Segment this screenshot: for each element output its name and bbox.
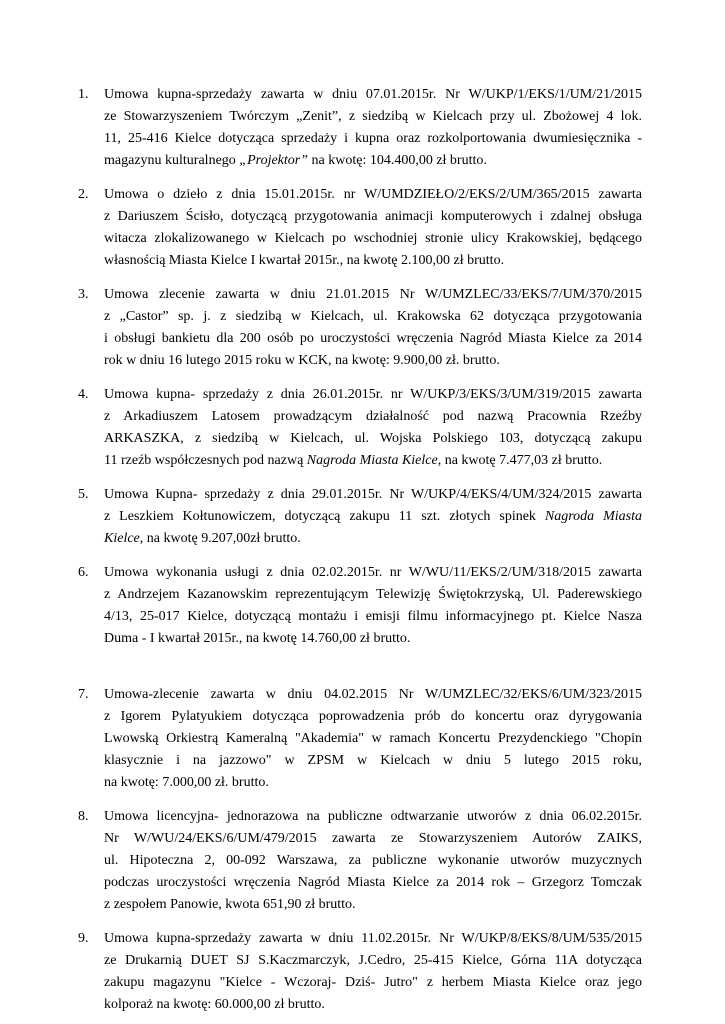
text-line bbox=[104, 150, 642, 172]
text-line bbox=[104, 728, 642, 750]
text-segment: z Andrzejem Kazanowskim reprezentującym Telewizję Świętokrzyską, Ul. Paderewskiego bbox=[104, 587, 642, 602]
item-number: 3. bbox=[78, 287, 89, 302]
text-segment: klasycznie i na jazzowo" w ZPSM w Kielcach w dniu 5 lutego 2015 roku, bbox=[104, 753, 642, 768]
text-segment: z Leszkiem Kołtunowiczem, dotyczącą zakupu 11 szt. złotych spinek bbox=[104, 509, 545, 524]
text-line bbox=[104, 128, 642, 150]
text-line bbox=[104, 184, 642, 206]
item-text bbox=[104, 562, 642, 650]
item-text bbox=[104, 806, 642, 916]
text-segment: ul. Hipoteczna 2, 00-092 Warszawa, za publiczne wykonanie utworów muzycznych bbox=[104, 853, 642, 868]
text-line bbox=[104, 306, 642, 328]
list-item bbox=[0, 184, 725, 272]
text-segment: kolporaż na kwotę: 60.000,00 zł brutto. bbox=[104, 997, 325, 1012]
text-line bbox=[104, 606, 642, 628]
text-line bbox=[104, 850, 642, 872]
text-line bbox=[104, 562, 642, 584]
list-item bbox=[0, 84, 725, 172]
text-line bbox=[104, 706, 642, 728]
text-line bbox=[104, 828, 642, 850]
text-segment: własnością Miasta Kielce I kwartał 2015r., na kwotę 2.100,00 zł brutto. bbox=[104, 253, 505, 268]
italic-title: Nagroda Miasta bbox=[544, 509, 643, 524]
text-line bbox=[104, 684, 642, 706]
item-number: 7. bbox=[78, 687, 89, 702]
item-text bbox=[104, 484, 642, 550]
text-line bbox=[104, 994, 642, 1016]
text-line bbox=[104, 806, 642, 828]
text-line bbox=[104, 972, 642, 994]
text-segment: podczas uroczystości wręczenia Nagród Miasta Kielce za 2014 rok – Grzegorz Tomczak bbox=[104, 875, 642, 890]
item-number: 2. bbox=[78, 187, 89, 202]
text-segment: Umowa o dzieło z dnia 15.01.2015r. nr W/UMDZIEŁO/2/EKS/2/UM/365/2015 zawarta bbox=[104, 187, 642, 202]
text-segment: , na kwotę 9.207,00zł brutto. bbox=[139, 531, 301, 546]
item-text bbox=[104, 384, 642, 472]
text-line bbox=[104, 250, 642, 272]
text-segment: na kwotę 7.477,03 zł brutto. bbox=[441, 453, 603, 468]
text-line bbox=[104, 450, 642, 472]
text-line bbox=[104, 84, 642, 106]
text-line bbox=[104, 528, 642, 550]
text-segment: z „Castor” sp. j. z siedzibą w Kielcach, ul. Krakowska 62 dotycząca przygotowania bbox=[104, 309, 642, 324]
text-segment: Umowa kupna-sprzedaży zawarta w dniu 07.01.2015r. Nr W/UKP/1/EKS/1/UM/21/2015 bbox=[104, 87, 642, 102]
list-item bbox=[0, 684, 725, 794]
text-segment: z Dariuszem Ścisło, dotyczącą przygotowania animacji komputerowych i zdalnej obsługa bbox=[104, 209, 642, 224]
text-line bbox=[104, 928, 642, 950]
italic-title: Kielce bbox=[104, 531, 140, 546]
item-number: 9. bbox=[78, 931, 89, 946]
text-segment: Umowa zlecenie zawarta w dniu 21.01.2015 Nr W/UMZLEC/33/EKS/7/UM/370/2015 bbox=[104, 287, 642, 302]
text-segment: z Arkadiuszem Latosem prowadzącym działalność pod nazwą Pracownia Rzeźby bbox=[104, 409, 642, 424]
text-line bbox=[104, 584, 642, 606]
item-text bbox=[104, 684, 642, 794]
text-line bbox=[104, 484, 642, 506]
text-line bbox=[104, 350, 642, 372]
item-text bbox=[104, 184, 642, 272]
text-segment: na kwotę: 7.000,00 zł. brutto. bbox=[104, 775, 269, 790]
list-item bbox=[0, 284, 725, 372]
list-item bbox=[0, 562, 725, 650]
item-text bbox=[104, 84, 642, 172]
text-line bbox=[104, 872, 642, 894]
text-segment: z zespołem Panowie, kwota 651,90 zł brutto. bbox=[104, 897, 356, 912]
text-segment: Umowa Kupna- sprzedaży z dnia 29.01.2015r. Nr W/UKP/4/EKS/4/UM/324/2015 zawarta bbox=[104, 487, 642, 502]
text-segment: Umowa wykonania usługi z dnia 02.02.2015r. nr W/WU/11/EKS/2/UM/318/2015 zawarta bbox=[104, 565, 642, 580]
text-line bbox=[104, 750, 642, 772]
list-item bbox=[0, 384, 725, 472]
text-line bbox=[104, 206, 642, 228]
text-segment: Nr W/WU/24/EKS/6/UM/479/2015 zawarta ze Stowarzyszeniem Autorów ZAIKS, bbox=[104, 831, 642, 846]
list-item bbox=[0, 928, 725, 1016]
text-segment: na kwotę: 104.400,00 zł brutto. bbox=[308, 153, 487, 168]
text-line bbox=[104, 284, 642, 306]
text-segment: Umowa-zlecenie zawarta w dniu 04.02.2015 Nr W/UMZLEC/32/EKS/6/UM/323/2015 bbox=[104, 687, 642, 702]
item-number: 5. bbox=[78, 487, 89, 502]
item-text bbox=[104, 284, 642, 372]
text-segment: z Igorem Pylatyukiem dotycząca poprowadzenia prób do koncertu oraz dyrygowania bbox=[104, 709, 642, 724]
text-segment: Duma - I kwartał 2015r., na kwotę 14.760,00 zł brutto. bbox=[104, 631, 411, 646]
text-segment: witacza zlokalizowanego w Kielcach po wschodniej stronie ulicy Krakowskiej, będącego bbox=[104, 231, 642, 246]
text-line bbox=[104, 506, 642, 528]
text-segment: ze Drukarnią DUET SJ S.Kaczmarczyk, J.Cedro, 25-415 Kielce, Górna 11A dotycząca bbox=[104, 953, 642, 968]
text-line bbox=[104, 228, 642, 250]
text-segment: Umowa licencyjna- jednorazowa na publiczne odtwarzanie utworów z dnia 06.02.2015r. bbox=[104, 809, 642, 824]
item-text bbox=[104, 928, 642, 1016]
list-item bbox=[0, 484, 725, 550]
text-segment: zakupu magazynu "Kielce - Wczoraj- Dziś- Jutro" z herbem Miasta Kielce oraz jego bbox=[104, 975, 642, 990]
contract-list bbox=[0, 84, 725, 1016]
text-segment: Umowa kupna-sprzedaży zawarta w dniu 11.02.2015r. Nr W/UKP/8/EKS/8/UM/535/2015 bbox=[104, 931, 642, 946]
text-segment: Umowa kupna- sprzedaży z dnia 26.01.2015r. nr W/UKP/3/EKS/3/UM/319/2015 zawarta bbox=[104, 387, 642, 402]
item-number: 8. bbox=[78, 809, 89, 824]
italic-title: Nagroda Miasta Kielce, bbox=[306, 453, 442, 468]
text-line bbox=[104, 894, 642, 916]
item-number: 1. bbox=[78, 87, 89, 102]
text-line bbox=[104, 772, 642, 794]
text-segment: 11 rzeźb współczesnych pod nazwą bbox=[104, 453, 307, 468]
italic-title: „Projektor” bbox=[239, 153, 309, 168]
text-line bbox=[104, 106, 642, 128]
text-line bbox=[104, 628, 642, 650]
text-segment: 11, 25-416 Kielce dotycząca sprzedaży i kupna oraz rozkolportowania dwumiesięcznika - bbox=[104, 131, 642, 146]
text-segment: Lwowską Orkiestrą Kameralną "Akademia" w ramach Koncertu Prezydenckiego "Chopin bbox=[104, 731, 642, 746]
item-number: 4. bbox=[78, 387, 89, 402]
text-line bbox=[104, 950, 642, 972]
text-segment: 4/13, 25-017 Kielce, dotyczącą montażu i emisji filmu informacyjnego pt. Kielce Nasza bbox=[104, 609, 642, 624]
text-line bbox=[104, 328, 642, 350]
list-item bbox=[0, 806, 725, 916]
text-segment: i obsługi bankietu dla 200 osób po uroczystości wręczenia Nagród Miasta Kielce za 2014 bbox=[104, 331, 642, 346]
text-line bbox=[104, 406, 642, 428]
item-number: 6. bbox=[78, 565, 89, 580]
text-segment: ze Stowarzyszeniem Twórczym „Zenit”, z siedzibą w Kielcach przy ul. Zbożowej 4 lok. bbox=[104, 109, 642, 124]
text-line bbox=[104, 428, 642, 450]
text-line bbox=[104, 384, 642, 406]
text-segment: rok w dniu 16 lutego 2015 roku w KCK, na kwotę: 9.900,00 zł. brutto. bbox=[104, 353, 500, 368]
text-segment: ARKASZKA, z siedzibą w Kielcach, ul. Wojska Polskiego 103, dotyczącą zakupu bbox=[104, 431, 642, 446]
text-segment: magazynu kulturalnego bbox=[104, 153, 240, 168]
